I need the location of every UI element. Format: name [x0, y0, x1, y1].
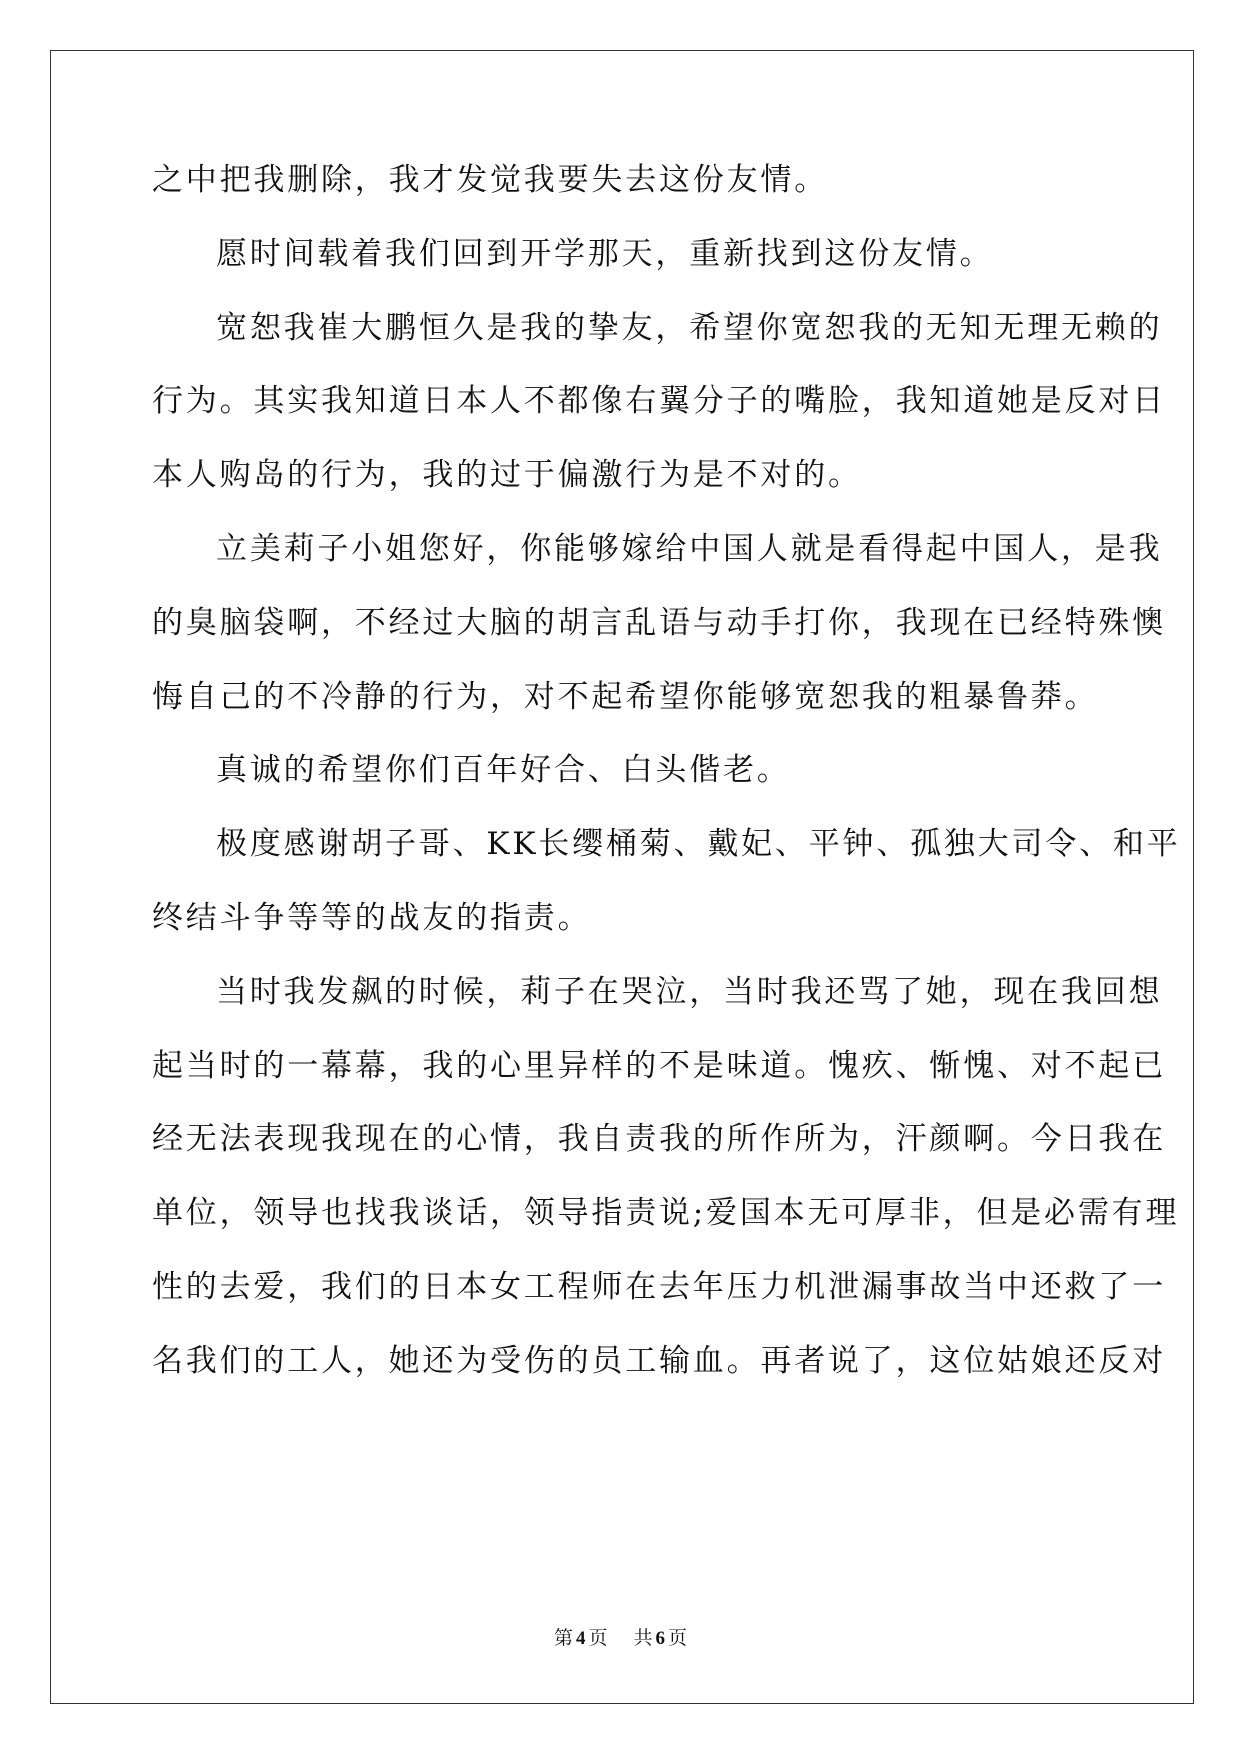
page-suffix: 页: [588, 1627, 608, 1649]
page-current: 4: [575, 1628, 586, 1649]
text-line: 起当时的一幕幕，我的心里异样的不是味道。愧疚、惭愧、对不起已: [152, 1047, 1166, 1084]
text-line: 终结斗争等等的战友的指责。: [152, 899, 592, 936]
text-line: 宽恕我崔大鹏恒久是我的挚友，希望你宽恕我的无知无理无赖的: [216, 309, 1163, 346]
total-prefix: 共: [633, 1627, 653, 1649]
total-suffix: 页: [668, 1627, 688, 1649]
text-line: 性的去爱，我们的日本女工程师在去年压力机泄漏事故当中还救了一: [152, 1268, 1166, 1305]
text-line: 悔自己的不冷静的行为，对不起希望你能够宽恕我的粗暴鲁莽。: [152, 678, 1099, 715]
text-line: 极度感谢胡子哥、KK长缨桶菊、戴妃、平钟、孤独大司令、和平: [216, 826, 1181, 863]
text-line: 立美莉子小姐您好，你能够嫁给中国人就是看得起中国人，是我: [216, 530, 1163, 567]
text-line: 行为。其实我知道日本人不都像右翼分子的嘴脸，我知道她是反对日: [152, 383, 1166, 420]
document-body: [152, 160, 1181, 1415]
text-line: 本人购岛的行为，我的过于偏激行为是不对的。: [152, 457, 862, 494]
text-line: 愿时间载着我们回到开学那天，重新找到这份友情。: [216, 235, 994, 272]
text-line: 经无法表现我现在的心情，我自责我的所作所为，汗颜啊。今日我在: [152, 1121, 1166, 1158]
text-line: 的臭脑袋啊，不经过大脑的胡言乱语与动手打你，我现在已经特殊懊: [152, 604, 1166, 641]
text-line: 当时我发飙的时候，莉子在哭泣，当时我还骂了她，现在我回想: [216, 973, 1163, 1010]
page-total: 6: [655, 1628, 666, 1649]
text-line: 真诚的希望你们百年好合、白头偕老。: [216, 752, 791, 789]
page-prefix: 第: [553, 1627, 573, 1649]
text-line: 名我们的工人，她还为受伤的员工输血。再者说了，这位姑娘还反对: [152, 1342, 1166, 1379]
text-line: 单位，领导也找我谈话，领导指责说;爱国本无可厚非，但是必需有理: [152, 1195, 1180, 1232]
text-line: 之中把我删除，我才发觉我要失去这份友情。: [152, 162, 828, 198]
page-footer: [0, 1626, 1241, 1651]
